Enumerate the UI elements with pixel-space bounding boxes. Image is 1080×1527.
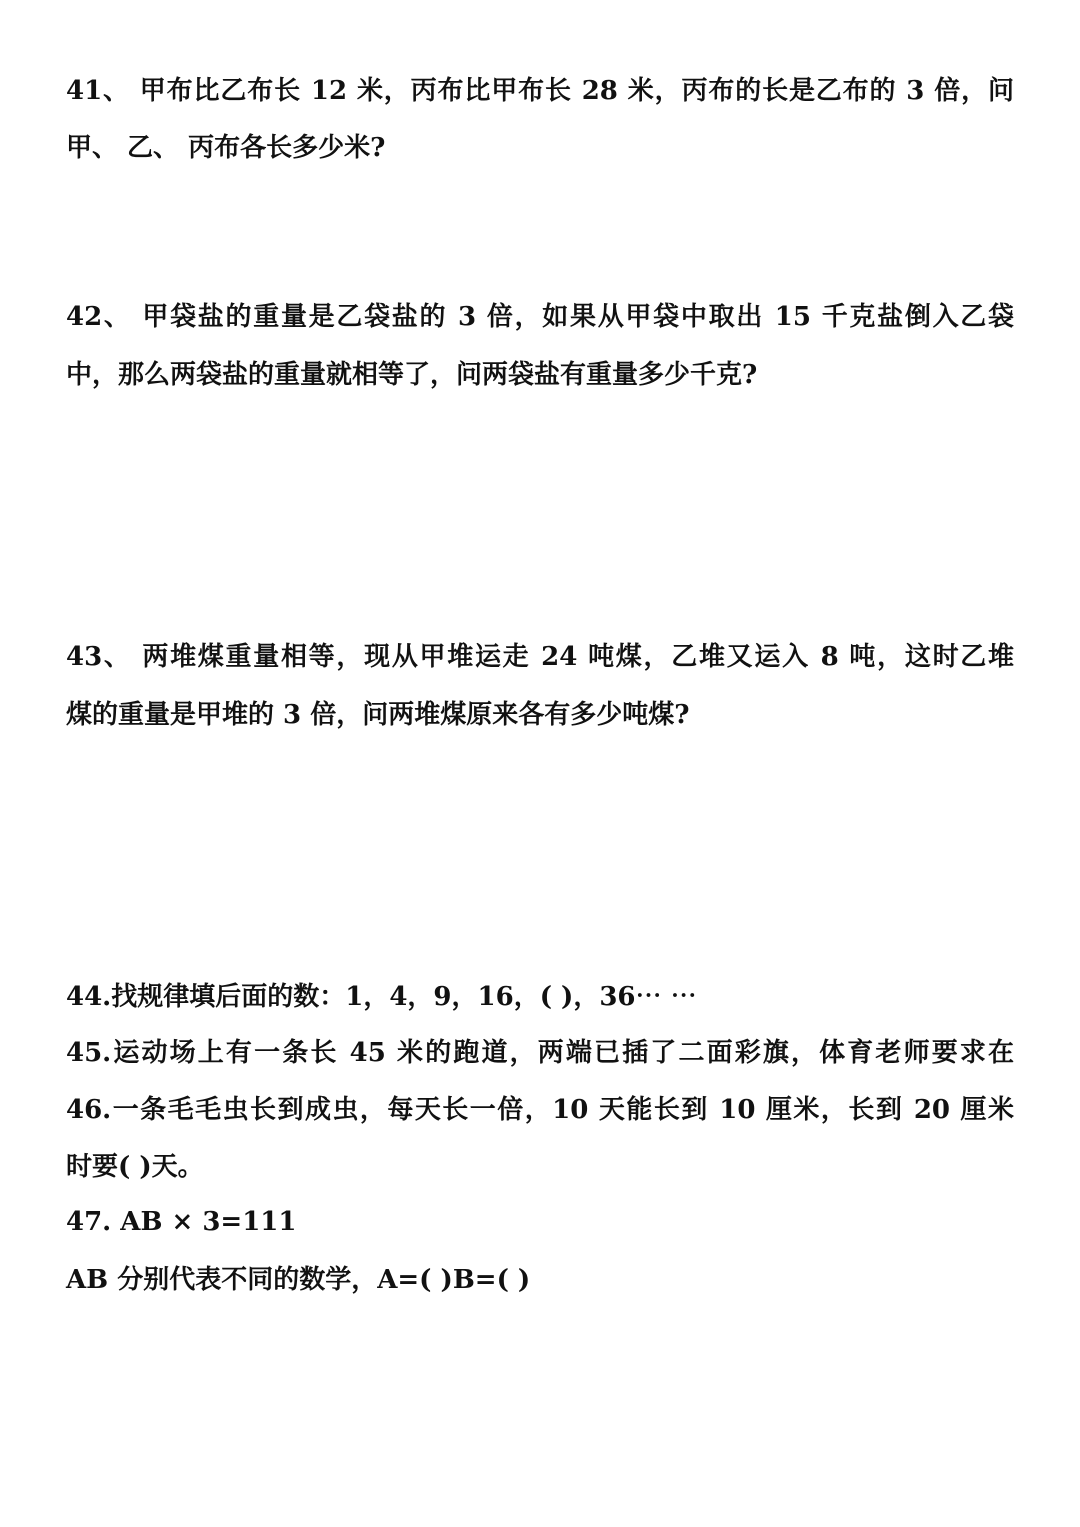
problem-43-line-2: 煤的重量是甲堆的 3 倍，问两堆煤原来各有多少吨煤? <box>66 700 690 730</box>
problem-41-line-1: 41、 甲布比乙布长 12 米，丙布比甲布长 28 米，丙布的长是乙布的 3 倍，问 <box>66 76 1014 106</box>
problem-47-line-2: AB 分别代表不同的数学，A=( )B=( ) <box>66 1265 531 1295</box>
problem-47-line-1: 47. AB × 3=111 <box>66 1207 297 1237</box>
problem-44-line-1: 44.找规律填后面的数：1，4，9，16，( )，36⋯ ⋯ <box>66 982 697 1012</box>
problem-42-line-1: 42、 甲袋盐的重量是乙袋盐的 3 倍，如果从甲袋中取出 15 千克盐倒入乙袋 <box>66 302 1014 332</box>
problem-46-line-2: 时要( )天。 <box>66 1152 204 1182</box>
problem-46-line-1: 46.一条毛毛虫长到成虫，每天长一倍，10 天能长到 10 厘米，长到 20 厘米 <box>66 1095 1014 1125</box>
problem-43-line-1: 43、 两堆煤重量相等，现从甲堆运走 24 吨煤，乙堆又运入 8 吨，这时乙堆 <box>66 642 1014 672</box>
problem-41-line-2: 甲、 乙、 丙布各长多少米? <box>66 133 386 163</box>
problem-45-line-1: 45.运动场上有一条长 45 米的跑道，两端已插了二面彩旗，体育老师要求在 <box>66 1038 1014 1068</box>
problem-42-line-2: 中，那么两袋盐的重量就相等了，问两袋盐有重量多少千克? <box>66 360 758 390</box>
